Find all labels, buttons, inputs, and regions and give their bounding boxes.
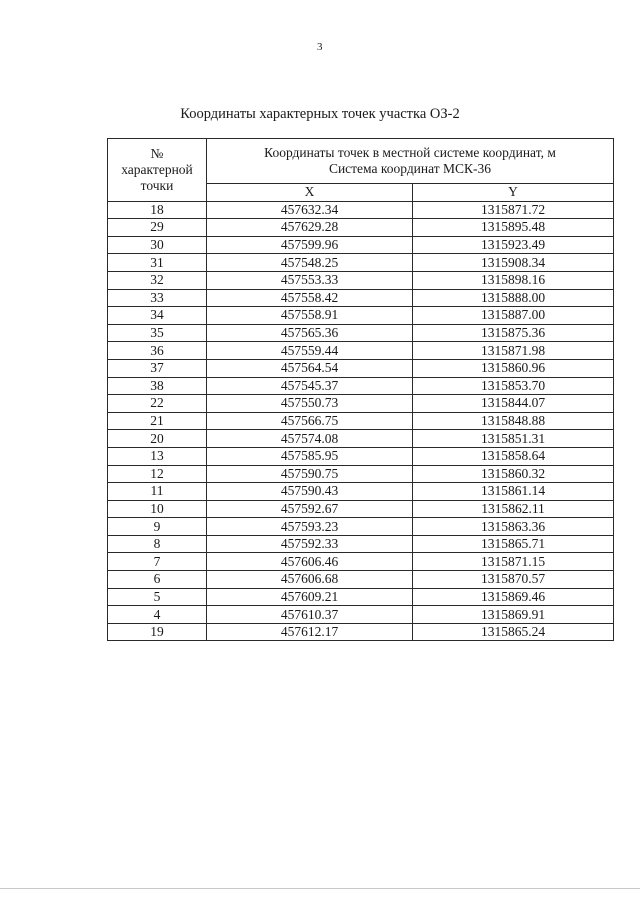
x-coordinate-cell: 457612.17 xyxy=(207,623,413,641)
y-coordinate-cell: 1315898.16 xyxy=(413,271,614,289)
point-number-cell: 9 xyxy=(108,518,207,536)
x-coordinate-cell: 457632.34 xyxy=(207,201,413,219)
x-coordinate-cell: 457592.33 xyxy=(207,535,413,553)
point-number-header xyxy=(108,139,207,202)
table-row xyxy=(108,324,614,342)
point-number-cell: 21 xyxy=(108,412,207,430)
y-coordinate-cell: 1315848.88 xyxy=(413,412,614,430)
y-coordinate-cell: 1315923.49 xyxy=(413,236,614,254)
table-row xyxy=(108,201,614,219)
point-number-cell: 4 xyxy=(108,606,207,624)
y-coordinate-cell: 1315875.36 xyxy=(413,324,614,342)
y-coordinate-cell: 1315863.36 xyxy=(413,518,614,536)
y-coordinate-cell: 1315865.24 xyxy=(413,623,614,641)
y-coordinate-cell: 1315869.46 xyxy=(413,588,614,606)
point-number-header-line-2: характерной xyxy=(121,161,193,177)
x-coordinate-cell: 457565.36 xyxy=(207,324,413,342)
table-row xyxy=(108,483,614,501)
table-body xyxy=(108,201,614,641)
y-coordinate-cell: 1315860.96 xyxy=(413,359,614,377)
point-number-cell: 19 xyxy=(108,623,207,641)
document-title: Координаты характерных точек участка ОЗ-2 xyxy=(180,106,460,122)
x-coordinate-cell: 457550.73 xyxy=(207,395,413,413)
y-coordinate-cell: 1315853.70 xyxy=(413,377,614,395)
table-row xyxy=(108,588,614,606)
coordinates-header-line-1: Координаты точек в местной системе координат, м xyxy=(264,145,556,160)
point-number-cell: 5 xyxy=(108,588,207,606)
table-row xyxy=(108,623,614,641)
y-coordinate-cell: 1315860.32 xyxy=(413,465,614,483)
x-coordinate-cell: 457566.75 xyxy=(207,412,413,430)
table-row xyxy=(108,500,614,518)
x-coordinate-cell: 457592.67 xyxy=(207,500,413,518)
point-number-header-line-3: точки xyxy=(140,177,174,193)
y-coordinate-cell: 1315888.00 xyxy=(413,289,614,307)
point-number-cell: 7 xyxy=(108,553,207,571)
point-number-cell: 22 xyxy=(108,395,207,413)
point-number-cell: 12 xyxy=(108,465,207,483)
y-coordinate-cell: 1315861.14 xyxy=(413,483,614,501)
x-coordinate-cell: 457590.75 xyxy=(207,465,413,483)
coordinates-header-line-2: Система координат МСК-36 xyxy=(328,161,492,176)
table-row xyxy=(108,271,614,289)
x-column-header: X xyxy=(207,184,413,202)
table-row xyxy=(108,606,614,624)
table-row xyxy=(108,535,614,553)
y-column-header: Y xyxy=(413,184,614,202)
coordinates-header xyxy=(207,139,614,184)
table-row xyxy=(108,359,614,377)
coordinates-table xyxy=(107,138,614,641)
x-coordinate-cell: 457548.25 xyxy=(207,254,413,272)
y-coordinate-cell: 1315871.15 xyxy=(413,553,614,571)
table-row xyxy=(108,289,614,307)
table-row xyxy=(108,219,614,237)
table-row xyxy=(108,254,614,272)
point-number-cell: 18 xyxy=(108,201,207,219)
point-number-cell: 10 xyxy=(108,500,207,518)
x-coordinate-cell: 457558.42 xyxy=(207,289,413,307)
y-coordinate-cell: 1315851.31 xyxy=(413,430,614,448)
x-coordinate-cell: 457585.95 xyxy=(207,447,413,465)
y-coordinate-cell: 1315871.72 xyxy=(413,201,614,219)
page-number: 3 xyxy=(317,41,323,53)
y-coordinate-cell: 1315895.48 xyxy=(413,219,614,237)
table-row xyxy=(108,412,614,430)
x-coordinate-cell: 457609.21 xyxy=(207,588,413,606)
point-number-cell: 37 xyxy=(108,359,207,377)
x-coordinate-cell: 457574.08 xyxy=(207,430,413,448)
point-number-cell: 34 xyxy=(108,307,207,325)
x-coordinate-cell: 457590.43 xyxy=(207,483,413,501)
x-coordinate-cell: 457606.46 xyxy=(207,553,413,571)
point-number-cell: 6 xyxy=(108,571,207,589)
table-row xyxy=(108,518,614,536)
x-coordinate-cell: 457559.44 xyxy=(207,342,413,360)
point-number-cell: 8 xyxy=(108,535,207,553)
point-number-cell: 38 xyxy=(108,377,207,395)
table-row xyxy=(108,395,614,413)
x-coordinate-cell: 457593.23 xyxy=(207,518,413,536)
x-coordinate-cell: 457629.28 xyxy=(207,219,413,237)
table-row xyxy=(108,447,614,465)
y-coordinate-cell: 1315869.91 xyxy=(413,606,614,624)
bottom-scan-edge xyxy=(0,888,640,889)
table-row xyxy=(108,236,614,254)
point-number-cell: 30 xyxy=(108,236,207,254)
table-row xyxy=(108,553,614,571)
table-row xyxy=(108,571,614,589)
x-coordinate-cell: 457558.91 xyxy=(207,307,413,325)
point-number-cell: 33 xyxy=(108,289,207,307)
y-coordinate-cell: 1315865.71 xyxy=(413,535,614,553)
point-number-cell: 32 xyxy=(108,271,207,289)
point-number-cell: 31 xyxy=(108,254,207,272)
y-coordinate-cell: 1315871.98 xyxy=(413,342,614,360)
point-number-cell: 29 xyxy=(108,219,207,237)
point-number-header-line-1: № xyxy=(150,145,164,161)
x-coordinate-cell: 457599.96 xyxy=(207,236,413,254)
point-number-cell: 35 xyxy=(108,324,207,342)
y-coordinate-cell: 1315862.11 xyxy=(413,500,614,518)
y-coordinate-cell: 1315844.07 xyxy=(413,395,614,413)
point-number-cell: 11 xyxy=(108,483,207,501)
point-number-cell: 20 xyxy=(108,430,207,448)
point-number-cell: 36 xyxy=(108,342,207,360)
y-coordinate-cell: 1315908.34 xyxy=(413,254,614,272)
table-row xyxy=(108,342,614,360)
table-row xyxy=(108,307,614,325)
table-row xyxy=(108,465,614,483)
x-coordinate-cell: 457610.37 xyxy=(207,606,413,624)
y-coordinate-cell: 1315870.57 xyxy=(413,571,614,589)
table-row xyxy=(108,430,614,448)
x-coordinate-cell: 457564.54 xyxy=(207,359,413,377)
x-coordinate-cell: 457553.33 xyxy=(207,271,413,289)
point-number-cell: 13 xyxy=(108,447,207,465)
y-coordinate-cell: 1315887.00 xyxy=(413,307,614,325)
table-row xyxy=(108,377,614,395)
y-coordinate-cell: 1315858.64 xyxy=(413,447,614,465)
x-coordinate-cell: 457606.68 xyxy=(207,571,413,589)
x-coordinate-cell: 457545.37 xyxy=(207,377,413,395)
table-header-row xyxy=(108,139,614,184)
